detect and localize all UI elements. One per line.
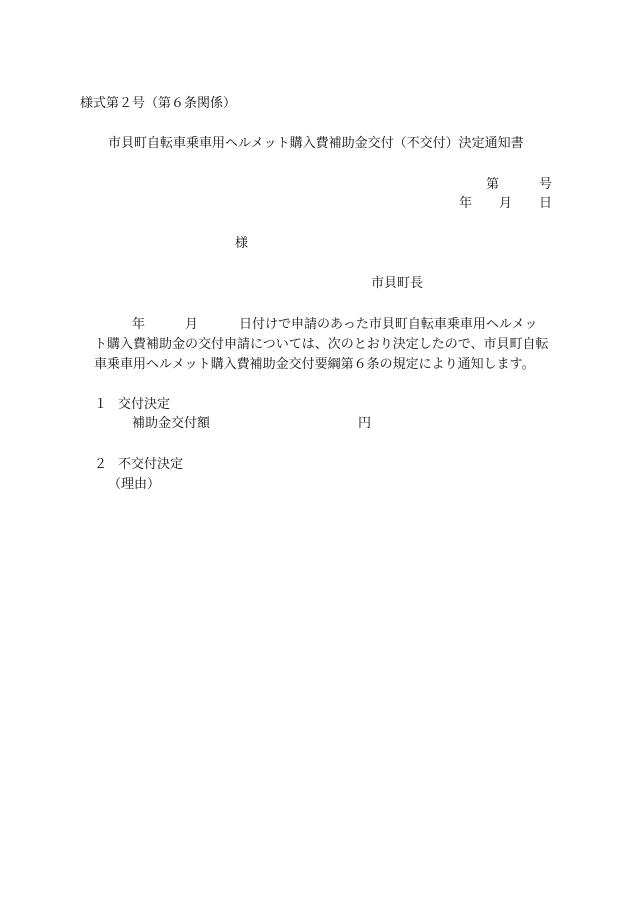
section-1-heading: 交付決定 xyxy=(118,397,171,412)
body-date-year: 年 xyxy=(132,317,146,332)
sender-name: 市貝町長 xyxy=(371,276,424,291)
reason-label: （理由） xyxy=(108,477,161,492)
body-date-month: 月 xyxy=(185,317,199,332)
date-year-label: 年 xyxy=(459,196,473,211)
addressee-honorific: 様 xyxy=(235,236,249,251)
document-title: 市貝町自転車乗車用ヘルメット購入費補助金交付（不交付）決定通知書 xyxy=(108,136,524,151)
body-line-1: 日付けで申請のあった市貝町自転車乗車用ヘルメッ xyxy=(239,317,538,332)
body-line-2: ト購入費補助金の交付申請については、次のとおり決定したので、市貝町自転 xyxy=(94,337,549,352)
section-2-heading: 不交付決定 xyxy=(118,457,184,472)
form-number: 様式第２号（第６条関係） xyxy=(80,96,237,111)
reference-number-prefix: 第 xyxy=(486,177,500,192)
section-2-number: ２ xyxy=(94,457,108,472)
section-1-number: １ xyxy=(94,397,108,412)
date-month-label: 月 xyxy=(499,196,513,211)
body-line-3: 車乗車用ヘルメット購入費補助金交付要綱第６条の規定により通知します。 xyxy=(94,357,535,372)
date-day-label: 日 xyxy=(539,196,553,211)
reference-number-suffix: 号 xyxy=(539,177,553,192)
grant-amount-label: 補助金交付額 xyxy=(132,416,211,431)
grant-amount-unit: 円 xyxy=(358,416,372,431)
